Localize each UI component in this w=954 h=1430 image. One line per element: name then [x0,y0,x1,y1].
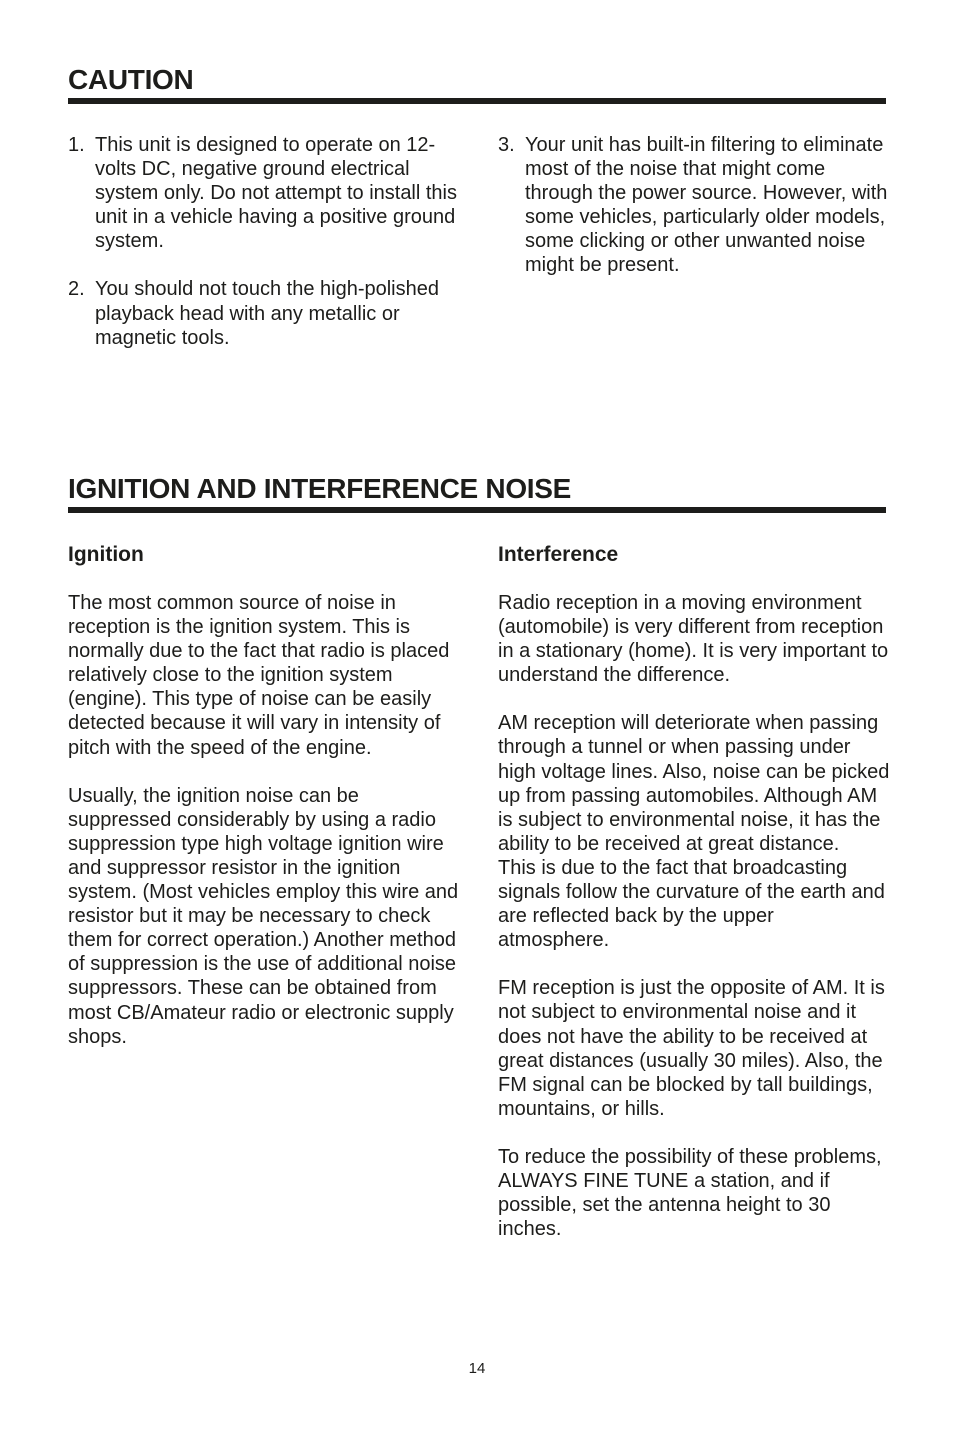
caution-item-text: You should not touch the high-polished playback head with any metallic or magnetic tools. [95,278,439,349]
noise-title-rule [68,507,886,513]
caution-title: CAUTION [68,64,194,95]
ignition-heading: Ignition [68,543,144,566]
caution-item-text: Your unit has built-in filtering to eliminate most of the noise that might come through the power source. However, with some vehicles, particularly older models, some clicking or other unwanted noise might be present. [525,134,888,277]
caution-left-column [68,133,460,374]
caution-item [68,277,460,349]
caution-item-number: 1. [68,134,85,156]
caution-list-right [498,133,890,278]
interference-paragraph: Radio reception in a moving environment (automobile) is very different from reception in a stationary (home). It is very important to understand the difference. [498,592,889,687]
caution-item [68,133,460,253]
caution-item-number: 2. [68,278,85,301]
ignition-column [68,543,460,1073]
noise-title: IGNITION AND INTERFERENCE NOISE [68,473,572,504]
caution-item [498,133,890,278]
interference-paragraph: This is due to the fact that broadcasting signals follow the curvature of the earth and are reflected back by the upper atmosphere. [498,856,885,952]
caution-item-number: 3. [498,134,515,156]
interference-paragraph: FM reception is just the opposite of AM. It is not subject to environmental noise and it does not have the ability to be received at great distances (usually 30 miles). Also, the FM signal can be blocked by tall buildings, mountains, or hills. [498,977,885,1120]
ignition-paragraph: The most common source of noise in reception is the ignition system. This is normally due to the fact that radio is placed relatively close to the ignition system (engine). This type of noise can be easily detected because it will vary in intensity of pitch with the speed of the engine. [68,592,450,759]
caution-item-text: This unit is designed to operate on 12-volts DC, negative ground electrical system only. Do not attempt to install this unit in a vehicle having a positive ground system. [95,134,458,253]
interference-paragraph: To reduce the possibility of these problems, ALWAYS FINE TUNE a station, and if possible, set the antenna height to 30 inches. [498,1145,882,1241]
caution-right-column [498,133,890,302]
page-number: 14 [468,1360,486,1377]
interference-paragraph: AM reception will deteriorate when passing through a tunnel or when passing under high voltage lines. Also, noise can be picked up from passing automobiles. Although AM is subject to environmental noise, it has the ability to be received at great distance. [498,712,890,855]
interference-heading: Interference [498,543,619,566]
caution-list-left [68,133,460,350]
interference-column [498,543,890,1265]
caution-title-rule [68,98,886,104]
ignition-paragraph: Usually, the ignition noise can be suppressed considerably by using a radio suppression type high voltage ignition wire and suppressor resistor in the ignition system. (Most vehicles employ this wire and resistor but it may be necessary to check them for correct operation.) Another method of suppression is the use of additional noise suppressors. These can be obtained from most CB/Amateur radio or electronic supply shops. [68,784,459,1048]
